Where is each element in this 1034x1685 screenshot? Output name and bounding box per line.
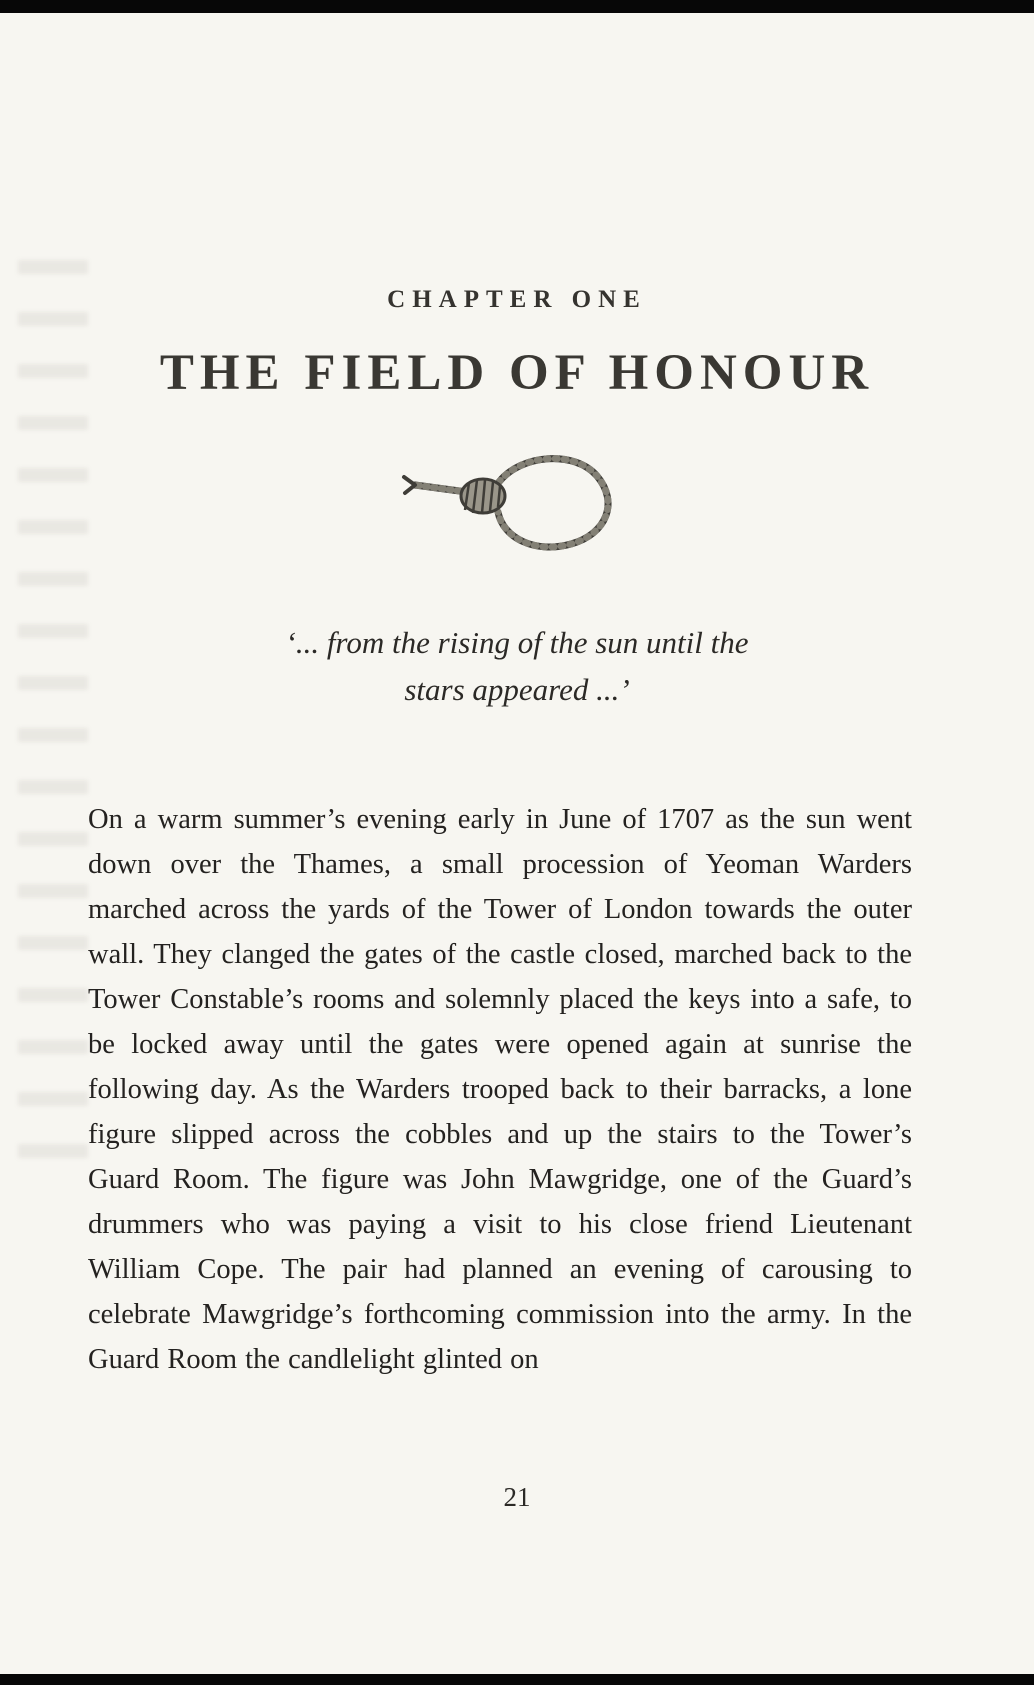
epigraph: [0, 619, 1034, 713]
epigraph-line-1: ‘... from the rising of the sun until the: [285, 625, 749, 660]
noose-icon: [399, 438, 635, 562]
scan-artifact-bottom-bar: [0, 1674, 1034, 1685]
chapter-illustration: [0, 438, 1034, 567]
page-number: 21: [503, 1482, 531, 1512]
body-paragraph: On a warm summer’s evening early in June of 1707 as the sun went down over the Thames, a small procession of Yeoman Warders marched across the yards of the Tower of London towards the outer wall. They clanged the gates of the castle closed, marched back to the Tower Constable’s rooms and solemnly placed the keys into a safe, to be locked away until the gates were opened again at sunrise the following day. As the Warders trooped back to their barracks, a lone figure slipped across the cobbles and up the stairs to the Tower’s Guard Room. The figure was John Mawgridge, one of the Guard’s drummers who was paying a visit to his close friend Lieutenant William Cope. The pair had planned an evening of carousing to celebrate Mawgridge’s forthcoming commission into the army. In the Guard Room the candlelight glinted on: [88, 804, 912, 1375]
knot-coil: [461, 479, 505, 513]
chapter-label: CHAPTER ONE: [387, 286, 647, 313]
chapter-title: THE FIELD OF HONOUR: [159, 345, 875, 401]
epigraph-line-2: stars appeared ...’: [404, 672, 630, 707]
